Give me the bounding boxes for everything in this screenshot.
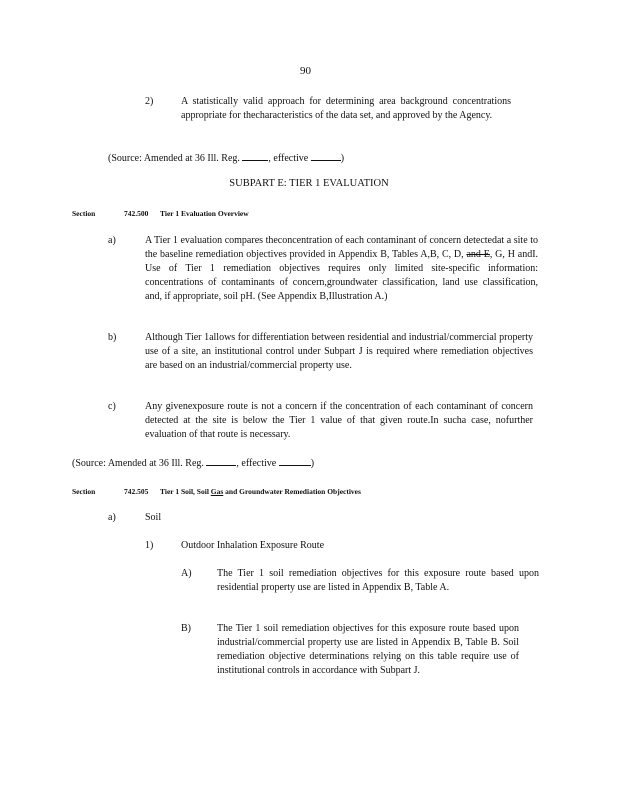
blank-line bbox=[311, 150, 341, 161]
item-label: 1) bbox=[145, 540, 154, 551]
section-word: Section bbox=[72, 209, 96, 218]
source-note-middle: , effective bbox=[268, 153, 309, 164]
subpart-heading: SUBPART E: TIER 1 EVALUATION bbox=[229, 178, 389, 189]
item-text bbox=[145, 234, 538, 304]
underlined-insert: Gas bbox=[210, 487, 224, 496]
item-label: b) bbox=[108, 332, 117, 343]
source-note-suffix: ) bbox=[310, 458, 315, 469]
source-note bbox=[108, 150, 344, 166]
source-note bbox=[72, 455, 314, 471]
page-number: 90 bbox=[300, 65, 311, 77]
item-text: Soil bbox=[145, 512, 162, 523]
item-text: A statistically valid approach for determining area background concentrations appropriate for thecharacteristics of the data set, and approved by the Agency. bbox=[181, 96, 511, 121]
source-note-prefix: (Source: Amended at 36 Ill. Reg. bbox=[108, 153, 240, 164]
item-label: a) bbox=[108, 512, 116, 523]
source-note-middle: , effective bbox=[236, 458, 277, 469]
section-word: Section bbox=[72, 487, 96, 496]
source-note-prefix: (Source: Amended at 36 Ill. Reg. bbox=[72, 458, 204, 469]
blank-line bbox=[279, 455, 311, 466]
item-text: Any givenexposure route is not a concern if the concentration of each contaminant of concern detected at the site is below the Tier 1 value of that given route.In sucha case, nofurther evaluation of that route is necessary. bbox=[145, 401, 533, 440]
source-note-suffix: ) bbox=[340, 153, 345, 164]
item-label: c) bbox=[108, 401, 116, 412]
item-text: Although Tier 1allows for differentiation between residential and industrial/commercial property use of a site, an institutional control under Subpart J is required where remediation objectives are based on an industrial/commercial property use. bbox=[145, 332, 533, 371]
item-label: A) bbox=[181, 568, 192, 579]
struck-text: and E bbox=[466, 249, 490, 260]
item-text-part: A Tier 1 evaluation compares theconcentration of each contaminant of concern detectedat a site to the baseline remediation objectives provided in Appendix B, Tables A,B, C, D, bbox=[145, 235, 538, 260]
item-text: The Tier 1 soil remediation objectives for this exposure route based upon industrial/commercial property use are listed in Appendix B, Table B. Soil remediation objective determinations relying on this table require use of institutional controls in accordance with Subpart J. bbox=[217, 623, 519, 676]
section-title-start: Tier 1 Soil, Soil bbox=[160, 487, 209, 496]
item-text-part: , G, H andI. Use of Tier 1 remediation objectives requires only limited site-specific information: concentrations of contaminants of concern,groundwater classification, land use classification, and, if appropriate, soil pH. (See Appendix B,Illustration A.) bbox=[145, 249, 539, 302]
blank-line bbox=[206, 455, 236, 466]
item-text: The Tier 1 soil remediation objectives for this exposure route based upon residential property use are listed in Appendix B, Table A. bbox=[217, 568, 539, 593]
section-title-end: and Groundwater Remediation Objectives bbox=[225, 487, 361, 496]
section-number: 742.505 bbox=[124, 487, 149, 496]
item-label: B) bbox=[181, 623, 191, 634]
section-number: 742.500 bbox=[124, 209, 149, 218]
item-text: Outdoor Inhalation Exposure Route bbox=[181, 540, 325, 551]
item-label: a) bbox=[108, 235, 116, 246]
blank-line bbox=[242, 150, 268, 161]
section-heading bbox=[72, 207, 572, 221]
section-title: Tier 1 Evaluation Overview bbox=[160, 209, 249, 218]
section-heading bbox=[72, 485, 572, 499]
item-label: 2) bbox=[145, 96, 154, 107]
